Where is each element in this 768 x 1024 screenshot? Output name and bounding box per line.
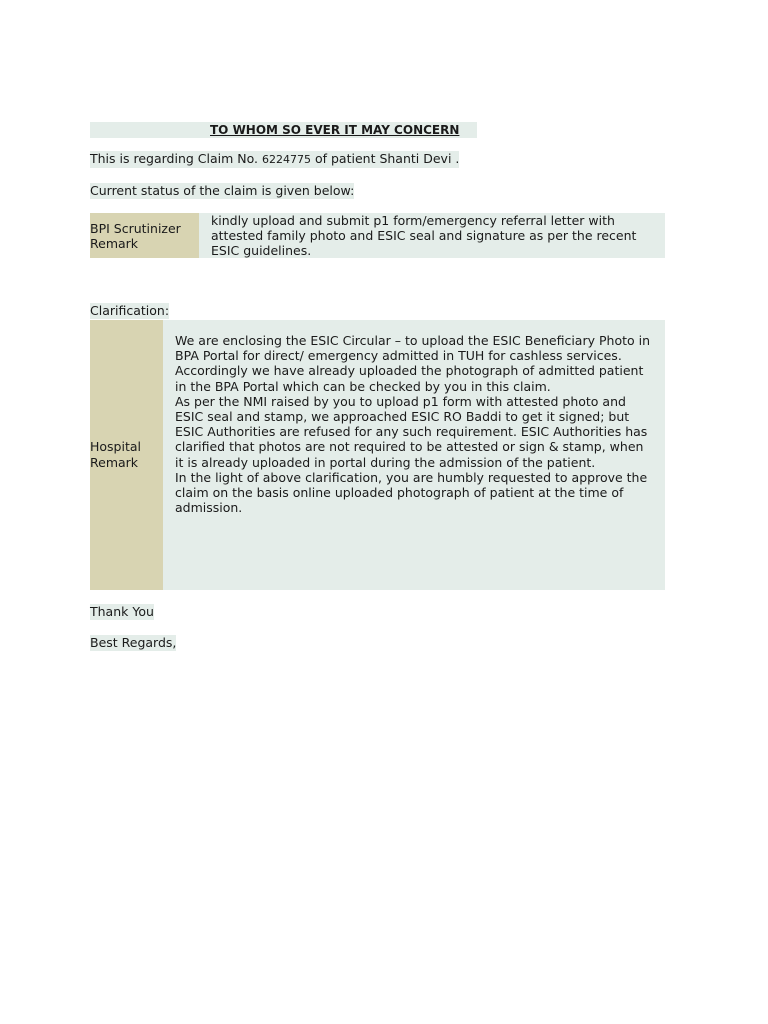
- thanks-line: Thank You: [90, 604, 154, 619]
- status-label-cell: [90, 213, 199, 258]
- status-remark-line: attested family photo and ESIC seal and signature as per the recent: [211, 228, 637, 243]
- status-label-line2: Remark: [90, 235, 139, 251]
- hospital-remark-line: clarified that photos are not required to be attested or sign & stamp, when: [175, 439, 644, 455]
- hospital-label-cell: [90, 320, 163, 590]
- hospital-remark-line: As per the NMI raised by you to upload p1 form with attested photo and: [175, 393, 626, 409]
- status-intro: Current status of the claim is given below:: [90, 183, 355, 198]
- hospital-remark-line: We are enclosing the ESIC Circular – to upload the ESIC Beneficiary Photo in: [175, 333, 651, 348]
- claim-suffix: .: [451, 151, 460, 166]
- hospital-remark-line: Accordingly we have already uploaded the photograph of admitted patient: [175, 363, 644, 379]
- status-remark-line: kindly upload and submit p1 form/emergency referral letter with: [211, 213, 615, 228]
- patient-name: Shanti Devi: [379, 151, 452, 166]
- hospital-remark-line: claim on the basis online uploaded photograph of patient at the time of: [175, 485, 624, 501]
- hospital-remark-line: BPA Portal for direct/ emergency admitted in TUH for cashless services.: [175, 348, 622, 364]
- status-label-line1: BPI Scrutinizer: [90, 220, 181, 236]
- hospital-remark-line: admission.: [175, 500, 243, 516]
- hospital-remark-line: In the light of above clarification, you are humbly requested to approve the: [175, 469, 648, 485]
- claim-number: 6224775: [262, 153, 311, 166]
- hospital-remark-line: ESIC seal and stamp, we approached ESIC RO Baddi to get it signed; but: [175, 409, 630, 425]
- status-table: [90, 213, 665, 258]
- claim-middle: of patient: [311, 151, 380, 166]
- letter-heading-text: TO WHOM SO EVER IT MAY CONCERN: [210, 123, 460, 137]
- status-remark-line: ESIC guidelines.: [211, 243, 312, 258]
- regards-line: Best Regards,: [90, 635, 177, 650]
- claim-prefix: This is regarding Claim No.: [90, 151, 262, 166]
- claim-line: [90, 151, 459, 168]
- clarification-label: Clarification:: [90, 303, 170, 318]
- hospital-remark-cell: [163, 320, 665, 590]
- hospital-remark-line: ESIC Authorities are refused for any such requirement. ESIC Authorities has: [175, 424, 648, 440]
- hospital-label-line2: Remark: [90, 455, 139, 470]
- hospital-remark-line: in the BPA Portal which can be checked by you in this claim.: [175, 378, 551, 394]
- clarification-table: [90, 320, 665, 590]
- hospital-label-line1: Hospital: [90, 439, 142, 454]
- hospital-remark-line: it is already uploaded in portal during the admission of the patient.: [175, 454, 596, 470]
- status-remark-cell: [199, 213, 665, 258]
- letter-heading: [90, 122, 477, 138]
